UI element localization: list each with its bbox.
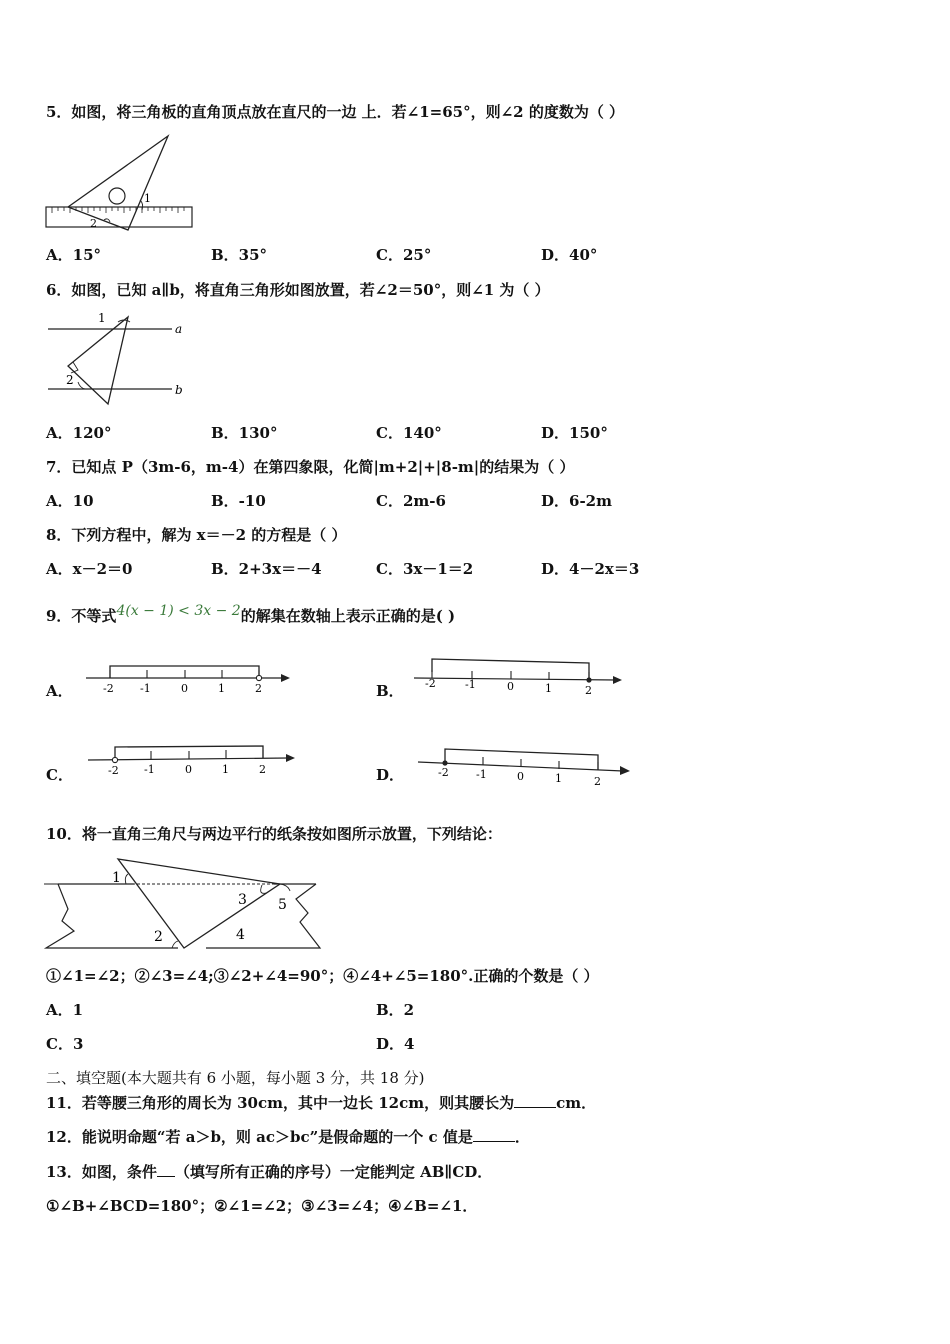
q9c-tick-label: -1 bbox=[144, 763, 155, 776]
q9b-tick-label: 0 bbox=[507, 680, 514, 693]
q10-option-a[interactable]: A．1 bbox=[46, 1001, 84, 1019]
q7-option-b[interactable]: B．-10 bbox=[211, 492, 266, 510]
q10-figure bbox=[44, 855, 324, 955]
q6-label-1: 1 bbox=[98, 311, 106, 325]
q9d-tick-label: -1 bbox=[476, 768, 487, 781]
q10-label-3: 3 bbox=[238, 892, 247, 908]
q9b-tick-label: 1 bbox=[545, 682, 552, 695]
q9-option-d-numberline[interactable] bbox=[418, 738, 634, 786]
q11-stem-post: cm． bbox=[556, 1094, 597, 1112]
q10-label-1: 1 bbox=[112, 870, 121, 886]
q10-label-2: 2 bbox=[154, 929, 163, 945]
q10-conclusions: ①∠1=∠2；②∠3=∠4;③∠2+∠4=90°；④∠4+∠5=180°.正确的个数是（ ） bbox=[46, 967, 599, 985]
q6-stem: 6．如图，已知 a∥b，将直角三角形如图放置，若∠2＝50°，则∠1 为（ ） bbox=[46, 281, 550, 299]
q5-label-2: 2 bbox=[90, 217, 97, 230]
q9a-tick-label: 0 bbox=[181, 682, 188, 695]
q9-option-a-letter[interactable]: A． bbox=[46, 682, 73, 700]
q5-option-d[interactable]: D．40° bbox=[541, 246, 598, 264]
q9-option-d-letter[interactable]: D． bbox=[376, 766, 405, 784]
q7-stem: 7．已知点 P（3m-6，m-4）在第四象限，化简|m+2|+|8-m|的结果为（ ） bbox=[46, 458, 575, 476]
q6-option-a[interactable]: A．120° bbox=[46, 424, 112, 442]
q9b-tick-label: 2 bbox=[585, 684, 592, 697]
q9a-tick-label: -1 bbox=[140, 682, 151, 695]
q9b-tick-label: -2 bbox=[425, 677, 436, 690]
q13-stem-pre: 13．如图，条件 bbox=[46, 1163, 157, 1181]
q12-stem bbox=[46, 1127, 530, 1147]
q10-option-d[interactable]: D．4 bbox=[376, 1035, 415, 1053]
q6-figure bbox=[44, 308, 194, 408]
q11-stem bbox=[46, 1093, 596, 1113]
q9c-tick-label: -2 bbox=[108, 764, 119, 777]
q9-stem-pre: 9．不等式 bbox=[46, 607, 117, 625]
q6-option-d[interactable]: D．150° bbox=[541, 424, 608, 442]
q11-answer-blank[interactable] bbox=[514, 1107, 556, 1108]
q8-option-a[interactable]: A．x－2＝0 bbox=[46, 560, 133, 578]
q9-option-a-numberline[interactable] bbox=[86, 656, 296, 696]
q7-option-a[interactable]: A．10 bbox=[46, 492, 94, 510]
q13-conditions: ①∠B+∠BCD=180°；②∠1=∠2；③∠3=∠4；④∠B=∠1． bbox=[46, 1197, 478, 1215]
q5-figure bbox=[44, 132, 196, 232]
q9-stem-post: 的解集在数轴上表示正确的是( ) bbox=[240, 607, 456, 625]
q8-option-c[interactable]: C．3x－1＝2 bbox=[376, 560, 474, 578]
q13-answer-blank[interactable] bbox=[157, 1176, 175, 1177]
q5-option-a[interactable]: A．15° bbox=[46, 246, 102, 264]
q12-answer-blank[interactable] bbox=[473, 1141, 515, 1142]
q10-label-4: 4 bbox=[236, 927, 245, 943]
q6-label-b: b bbox=[175, 383, 183, 397]
q9c-tick-label: 0 bbox=[185, 763, 192, 776]
section-title: 二、填空题(本大题共有 6 小题，每小题 3 分，共 18 分) bbox=[46, 1069, 425, 1087]
q12-stem-pre: 12．能说明命题“若 a＞b，则 ac＞bc”是假命题的一个 c 值是 bbox=[46, 1128, 473, 1146]
q11-stem-pre: 11．若等腰三角形的周长为 30cm，其中一边长 12cm，则其腰长为 bbox=[46, 1094, 515, 1112]
q9d-tick-label: 1 bbox=[555, 772, 562, 785]
q9-option-c-numberline[interactable] bbox=[88, 740, 300, 780]
q13-stem bbox=[46, 1162, 492, 1182]
q12-stem-post: ． bbox=[514, 1128, 530, 1146]
q10-option-b[interactable]: B．2 bbox=[376, 1001, 415, 1019]
q9d-tick-label: 0 bbox=[517, 770, 524, 783]
q5-option-c[interactable]: C．25° bbox=[376, 246, 432, 264]
q5-label-1: 1 bbox=[144, 192, 151, 205]
q9a-tick-label: 1 bbox=[218, 682, 225, 695]
q9-option-c-letter[interactable]: C． bbox=[46, 766, 73, 784]
q10-option-c[interactable]: C．3 bbox=[46, 1035, 84, 1053]
q7-option-d[interactable]: D．6-2m bbox=[541, 492, 612, 510]
q9d-tick-label: 2 bbox=[594, 775, 601, 788]
q9c-tick-label: 1 bbox=[222, 763, 229, 776]
q9-inequality: 4(x − 1) < 3x − 2 bbox=[116, 603, 241, 619]
q13-stem-post: （填写所有正确的序号）一定能判定 AB∥CD． bbox=[174, 1163, 493, 1181]
q9b-tick-label: -1 bbox=[465, 678, 476, 691]
q9a-tick-label: -2 bbox=[103, 682, 114, 695]
q9a-tick-label: 2 bbox=[255, 682, 262, 695]
q9-option-b-letter[interactable]: B． bbox=[376, 682, 404, 700]
q6-option-c[interactable]: C．140° bbox=[376, 424, 442, 442]
q6-label-2: 2 bbox=[66, 373, 74, 387]
q6-label-a: a bbox=[175, 322, 183, 336]
q5-option-b[interactable]: B．35° bbox=[211, 246, 268, 264]
q9-option-b-numberline[interactable] bbox=[414, 654, 629, 698]
q10-stem: 10．将一直角三角尺与两边平行的纸条按如图所示放置，下列结论： bbox=[46, 825, 502, 843]
q5-stem: 5．如图，将三角板的直角顶点放在直尺的一边 上．若∠1=65°，则∠2 的度数为（ ） bbox=[46, 103, 625, 121]
q8-option-d[interactable]: D．4－2x＝3 bbox=[541, 560, 640, 578]
q8-stem: 8．下列方程中，解为 x＝－2 的方程是（ ） bbox=[46, 526, 347, 544]
q9d-tick-label: -2 bbox=[438, 766, 449, 779]
q10-label-5: 5 bbox=[278, 897, 287, 913]
q6-option-b[interactable]: B．130° bbox=[211, 424, 278, 442]
q7-option-c[interactable]: C．2m-6 bbox=[376, 492, 446, 510]
q9-stem bbox=[46, 603, 456, 627]
q8-option-b[interactable]: B．2+3x＝－4 bbox=[211, 560, 322, 578]
q9c-tick-label: 2 bbox=[259, 763, 266, 776]
